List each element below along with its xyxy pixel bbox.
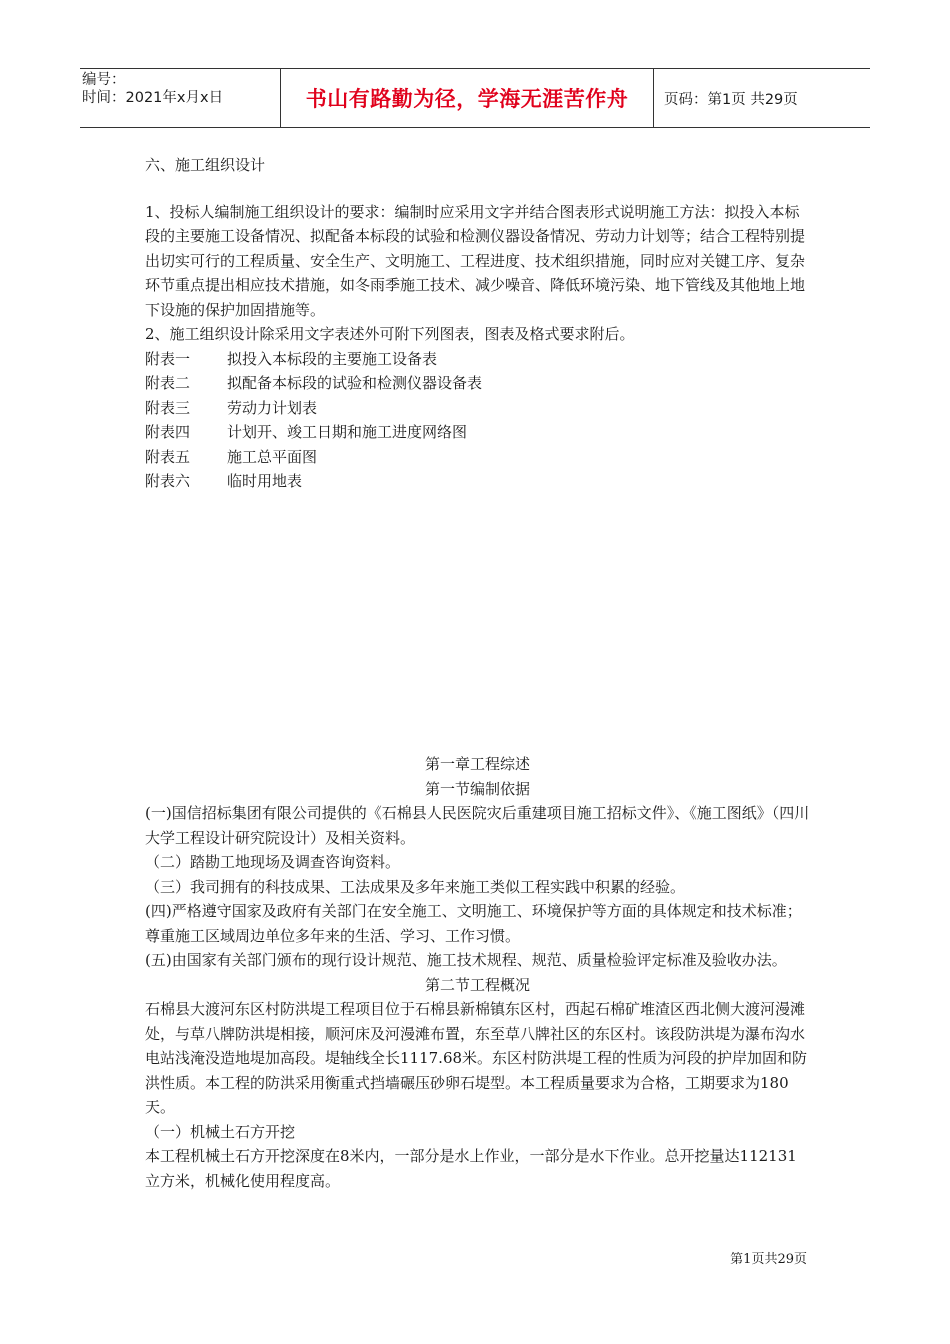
appendix-key: 附表二 — [145, 374, 191, 392]
page-header — [80, 68, 870, 128]
header-motto-cell — [281, 69, 654, 127]
appendix-value: 计划开、竣工日期和施工进度网络图 — [227, 423, 468, 441]
section-title-basis: 第一节编制依据 — [424, 779, 530, 798]
overview-paragraph: 石棉县大渡河东区村防洪堤工程项目位于石棉县新棉镇东区村，西起石棉矿堆渣区西北侧大渡河漫滩处，与草八牌防洪堤相接，顺河床及河漫滩布置，东至草八牌社区的东区村。该段防洪堤为瀑布沟水电站浅淹没造地堤加高段。堤轴线全长1117.68米。东区村防洪堤工程的性质为河段的护岸加固和防洪性质。本工程的防洪采用衡重式挡墙碾压砂卵石堤型。本工程质量要求为合格，工期要求为180天。 — [145, 1000, 808, 1116]
appendix-item — [145, 445, 810, 470]
document-number-label: 编号： — [82, 72, 126, 88]
document-time-label: 时间：2021年x月x日 — [82, 90, 224, 106]
appendix-value: 临时用地表 — [227, 472, 303, 490]
basis-item: （三）我司拥有的科技成果、工法成果及多年来施工类似工程实践中积累的经验。 — [145, 877, 686, 896]
section-six-title: 六、施工组织设计 — [145, 156, 266, 174]
appendix-item — [145, 347, 810, 372]
basis-item: （二）踏勘工地现场及调查咨询资料。 — [145, 853, 401, 871]
header-page-cell — [654, 69, 870, 127]
chapter-one — [145, 752, 810, 1193]
section-title-overview: 第二节工程概况 — [424, 975, 530, 994]
appendix-value: 拟投入本标段的主要施工设备表 — [227, 349, 438, 368]
appendix-item — [145, 371, 810, 396]
header-page-label: 页码：第1页 共29页 — [664, 91, 798, 108]
requirement-paragraph-1: 1、投标人编制施工组织设计的要求：编制时应采用文字并结合图表形式说明施工方法：拟投入本标段的主要施工设备情况、拟配备本标段的试验和检测仪器设备情况、劳动力计划等；结合工程特别提出切实可行的工程质量、安全生产、文明施工、工程进度、技术组织措施，同时应对关键工序、复杂环节重点提出相应技术措施，如冬雨季施工技术、减少噪音、降低环境污染、地下管线及其他地上地下设施的保护加固措施等。 — [145, 202, 806, 319]
subsection-title: （一）机械土石方开挖 — [145, 1122, 296, 1141]
appendix-key: 附表五 — [145, 447, 191, 466]
appendix-item — [145, 396, 810, 421]
appendix-value: 施工总平面图 — [227, 447, 318, 466]
appendix-value: 劳动力计划表 — [227, 398, 318, 417]
appendix-list — [145, 347, 810, 494]
appendix-key: 附表四 — [145, 423, 191, 441]
appendix-item — [145, 420, 810, 445]
page-footer: 第1页共29页 — [730, 1252, 807, 1267]
appendix-item — [145, 469, 810, 494]
appendix-key: 附表三 — [145, 398, 191, 417]
subsection-text: 本工程机械土石方开挖深度在8米内，一部分是水上作业，一部分是水下作业。总开挖量达112131立方米，机械化使用程度高。 — [145, 1147, 797, 1190]
appendix-key: 附表六 — [145, 472, 191, 490]
basis-item: (五)由国家有关部门颁布的现行设计规范、施工技术规程、规范、质量检验评定标准及验收办法。 — [145, 951, 787, 969]
appendix-key: 附表一 — [145, 349, 191, 368]
basis-item: (一)国信招标集团有限公司提供的《石棉县人民医院灾后重建项目施工招标文件》、《施工图纸》（四川大学工程设计研究院设计）及相关资料。 — [145, 804, 810, 847]
section-six — [145, 150, 810, 494]
header-meta — [80, 69, 281, 127]
requirement-paragraph-2: 2、施工组织设计除采用文字表述外可附下列图表，图表及格式要求附后。 — [145, 325, 635, 343]
chapter-title: 第一章工程综述 — [424, 755, 530, 773]
appendix-value: 拟配备本标段的试验和检测仪器设备表 — [227, 374, 483, 392]
header-motto: 书山有路勤为径，学海无涯苦作舟 — [305, 87, 629, 111]
basis-item: (四)严格遵守国家及政府有关部门在安全施工、文明施工、环境保护等方面的具体规定和技术标准；尊重施工区域周边单位多年来的生活、学习、工作习惯。 — [145, 902, 802, 945]
